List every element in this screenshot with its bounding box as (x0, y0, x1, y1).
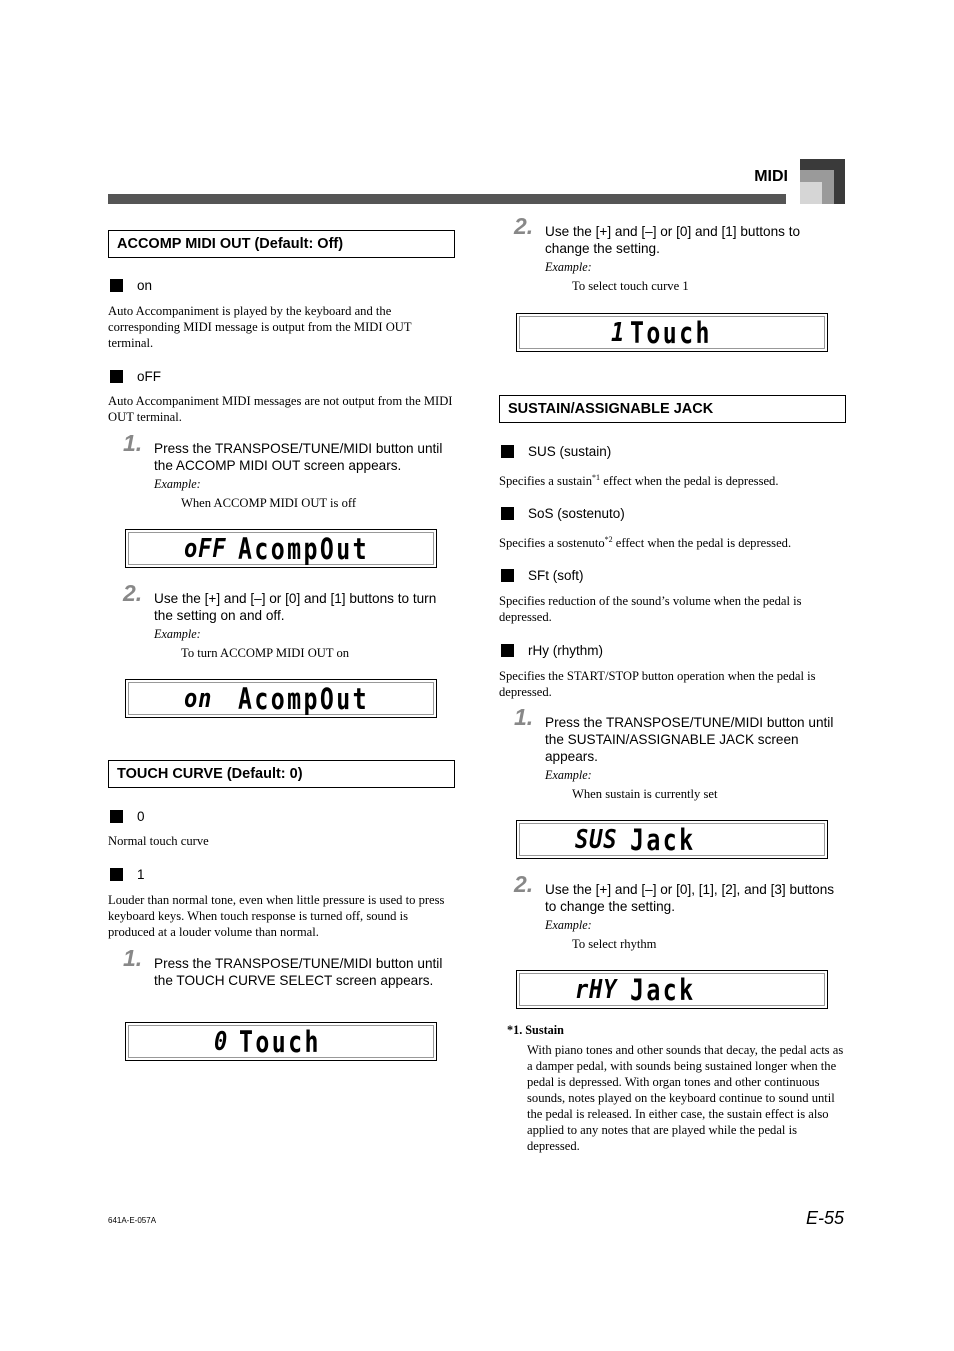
example-text: To select touch curve 1 (572, 279, 689, 293)
square-bullet-icon (501, 569, 514, 582)
desc-text: effect when the pedal is depressed. (600, 474, 779, 488)
footnote-ref: *2 (604, 535, 613, 544)
example-label: Example: (545, 918, 592, 932)
option-1-desc: Louder than normal tone, even when little pressure is used to press keyboard keys. When touch response is turned off, sound is produced at a louder volume than normal. (108, 893, 445, 939)
square-bullet-icon (501, 644, 514, 657)
step-number: 1. (123, 430, 143, 456)
step-number: 2. (514, 871, 534, 897)
option-sos (501, 505, 625, 523)
step-number: 2. (123, 580, 143, 606)
square-bullet-icon (110, 810, 123, 823)
lcd-main: AcompOut (238, 682, 369, 716)
step-number: 1. (514, 704, 534, 730)
lcd-main: Touch (630, 316, 712, 350)
sustain-assignable-jack-heading: SUSTAIN/ASSIGNABLE JACK (499, 395, 846, 423)
square-bullet-icon (501, 445, 514, 458)
footnote-body: With piano tones and other sounds that decay, the pedal acts as a damper pedal, with sounds being sustained longer when the pedal is depressed. With organ tones and other continuous sounds, notes played on the keyboard continue to sound until the pedal is released. In either case, the sustain effect is also applied to any notes that are played while the pedal is depressed. (527, 1043, 844, 1153)
lcd-display (125, 1022, 437, 1061)
lcd-value: 1 (611, 318, 626, 348)
lcd-value: on (184, 684, 213, 714)
desc-text: Specifies a sostenuto (499, 536, 605, 550)
desc-text: effect when the pedal is depressed. (612, 536, 792, 550)
option-sos-desc (499, 535, 847, 551)
corner-tab-inner (800, 182, 822, 204)
document-code: 641A-E-057A (108, 1216, 157, 1225)
option-label: 1 (137, 867, 145, 882)
example-label: Example: (154, 627, 201, 641)
option-on-desc: Auto Accompaniment is played by the keyboard and the corresponding MIDI message is output from the MIDI OUT terminal. (108, 304, 412, 350)
option-label: SoS (sostenuto) (528, 506, 625, 521)
option-sus (501, 443, 611, 461)
option-label: oFF (137, 369, 162, 384)
example-text: When ACCOMP MIDI OUT is off (181, 496, 357, 510)
square-bullet-icon (110, 868, 123, 881)
section-label: MIDI (754, 168, 788, 185)
option-label: SUS (sustain) (528, 444, 612, 459)
lcd-main: Jack (630, 823, 696, 857)
example-label: Example: (545, 768, 592, 782)
lcd-main: AcompOut (238, 532, 369, 566)
option-rhy (501, 642, 603, 660)
step-number: 2. (514, 213, 534, 239)
option-sus-desc (499, 473, 847, 489)
option-0 (110, 808, 145, 826)
header-rule (108, 194, 786, 204)
footnote-ref: *1 (592, 473, 601, 482)
example-text: When sustain is currently set (572, 787, 718, 801)
option-rhy-desc: Specifies the START/STOP button operation when the pedal is depressed. (499, 669, 816, 699)
option-sft-desc: Specifies reduction of the sound’s volume when the pedal is depressed. (499, 594, 802, 624)
step-text: Press the TRANSPOSE/TUNE/MIDI button until the ACCOMP MIDI OUT screen appears. (154, 441, 443, 473)
lcd-value: 0 (214, 1027, 229, 1057)
option-label: on (137, 278, 153, 293)
lcd-value: SUS (575, 825, 618, 855)
lcd-value: rHY (575, 975, 618, 1005)
lcd-main: Jack (630, 973, 696, 1007)
step-text: Press the TRANSPOSE/TUNE/MIDI button until the SUSTAIN/ASSIGNABLE JACK screen appears. (545, 715, 834, 764)
example-text: To select rhythm (572, 937, 657, 951)
option-label: rHy (rhythm) (528, 643, 603, 658)
option-label: 0 (137, 809, 145, 824)
step-text: Use the [+] and [–] or [0] and [1] buttons to turn the setting on and off. (154, 591, 437, 623)
lcd-main: Touch (239, 1025, 321, 1059)
square-bullet-icon (110, 279, 123, 292)
lcd-display (125, 679, 437, 718)
example-label: Example: (545, 260, 592, 274)
option-on (110, 277, 152, 295)
option-0-desc: Normal touch curve (108, 834, 209, 848)
option-off-desc: Auto Accompaniment MIDI messages are not output from the MIDI OUT terminal. (108, 394, 453, 424)
example-label: Example: (154, 477, 201, 491)
step-number: 1. (123, 945, 143, 971)
lcd-display (516, 313, 828, 352)
accomp-midi-out-heading: ACCOMP MIDI OUT (Default: Off) (108, 230, 455, 258)
square-bullet-icon (501, 507, 514, 520)
example-text: To turn ACCOMP MIDI OUT on (181, 646, 350, 660)
step-text: Use the [+] and [–] or [0], [1], [2], and [3] buttons to change the setting. (545, 882, 835, 914)
square-bullet-icon (110, 370, 123, 383)
option-sft (501, 567, 584, 585)
step-text: Use the [+] and [–] or [0] and [1] buttons to change the setting. (545, 224, 801, 256)
option-off (110, 368, 161, 386)
option-label: SFt (soft) (528, 568, 584, 583)
desc-text: Specifies a sustain (499, 474, 593, 488)
lcd-display (125, 529, 437, 568)
lcd-value: oFF (184, 534, 227, 564)
touch-curve-heading: TOUCH CURVE (Default: 0) (108, 760, 455, 788)
page-number: E-55 (806, 1208, 845, 1228)
option-1 (110, 866, 145, 884)
lcd-display (516, 970, 828, 1009)
step-text: Press the TRANSPOSE/TUNE/MIDI button until the TOUCH CURVE SELECT screen appears. (154, 956, 443, 988)
lcd-display (516, 820, 828, 859)
footnote-title: *1. Sustain (507, 1023, 564, 1037)
